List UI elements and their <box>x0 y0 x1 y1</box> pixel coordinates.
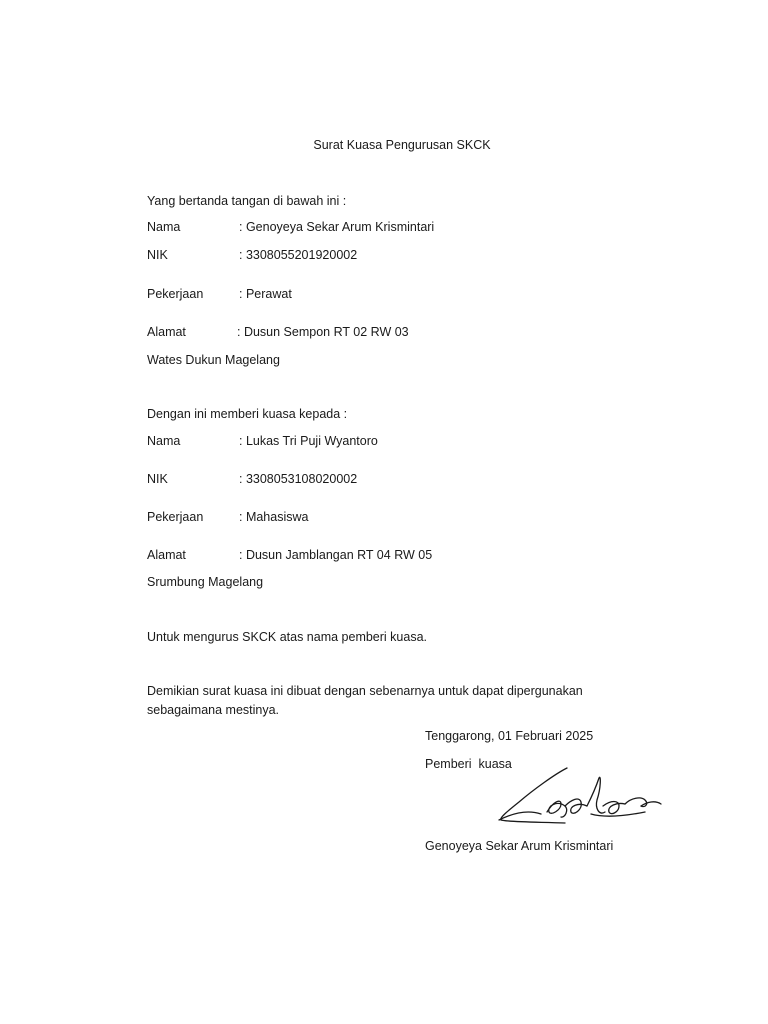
grantee-nama-label: Nama <box>147 434 181 448</box>
signature-icon <box>495 762 670 840</box>
grantor-alamat-row <box>147 324 409 340</box>
signer-role: Pemberi kuasa <box>425 757 512 771</box>
grantee-alamat-label: Alamat <box>147 548 186 562</box>
grantee-pekerjaan-label: Pekerjaan <box>147 510 204 524</box>
grantor-nama-row <box>147 219 434 235</box>
grantor-pekerjaan-label: Pekerjaan <box>147 287 204 301</box>
grantee-nama-row <box>147 433 378 449</box>
grantee-pekerjaan-value: : Mahasiswa <box>239 510 309 524</box>
grantor-nik-value: : 3308055201920002 <box>239 248 358 262</box>
signer-name: Genoyeya Sekar Arum Krismintari <box>425 839 614 853</box>
grantee-nik-label: NIK <box>147 472 168 486</box>
grantee-pekerjaan-row <box>147 509 308 525</box>
grantor-nama-label: Nama <box>147 220 181 234</box>
grantor-alamat-continuation: Wates Dukun Magelang <box>147 353 280 367</box>
transfer-intro-text: Dengan ini memberi kuasa kepada : <box>147 407 348 421</box>
grantee-alamat-continuation: Srumbung Magelang <box>147 575 264 589</box>
grantor-nama-value: : Genoyeya Sekar Arum Krismintari <box>239 220 435 234</box>
grantee-nik-value: : 3308053108020002 <box>239 472 358 486</box>
grantee-alamat-row <box>147 547 432 563</box>
grantee-nama-value: : Lukas Tri Puji Wyantoro <box>239 434 378 448</box>
grantor-nik-label: NIK <box>147 248 168 262</box>
grantee-alamat-value: : Dusun Jamblangan RT 04 RW 05 <box>239 548 433 562</box>
place-date: Tenggarong, 01 Februari 2025 <box>425 729 594 743</box>
grantor-pekerjaan-value: : Perawat <box>239 287 292 301</box>
closing-paragraph: Demikian surat kuasa ini dibuat dengan sebenarnya untuk dapat dipergunakan sebagaimana mestinya. <box>147 684 583 717</box>
purpose-text: Untuk mengurus SKCK atas nama pemberi kuasa. <box>147 630 427 644</box>
grantee-nik-row <box>147 471 357 487</box>
intro-text: Yang bertanda tangan di bawah ini : <box>147 194 347 208</box>
grantor-alamat-label: Alamat <box>147 325 186 339</box>
grantor-alamat-value: : Dusun Sempon RT 02 RW 03 <box>237 325 409 339</box>
grantor-nik-row <box>147 247 357 263</box>
grantor-pekerjaan-row <box>147 286 292 302</box>
document-title: Surat Kuasa Pengurusan SKCK <box>313 138 491 152</box>
